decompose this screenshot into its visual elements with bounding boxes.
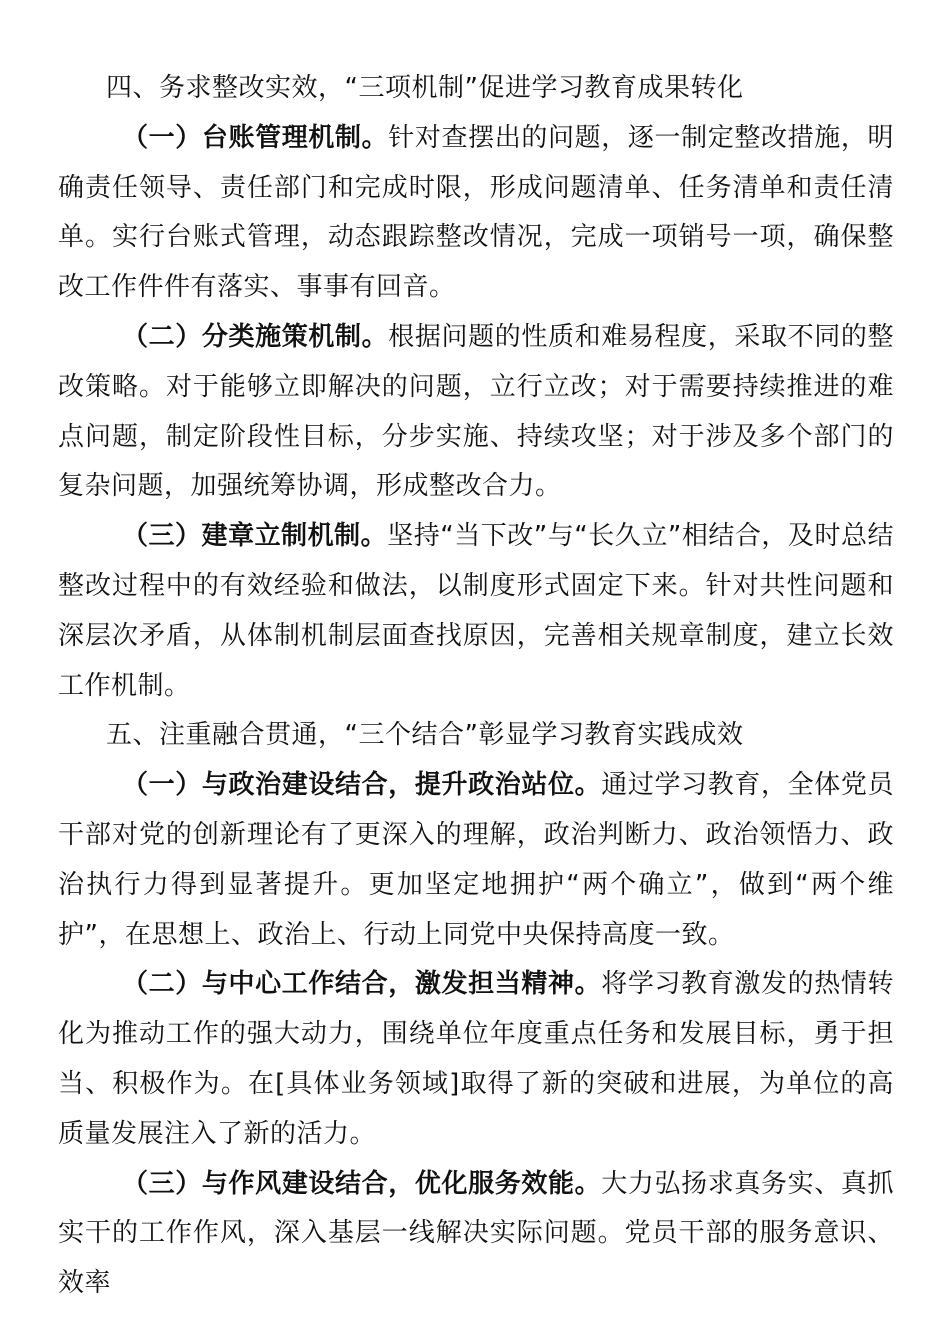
section-5-item-3 [58,1160,894,1309]
section-4-item-3 [58,512,894,711]
section-5-item-3-text: 大力弘扬求真务实、真抓实干的工作作风，深入基层一线解决实际问题。党员干部的服务意识、效率 [58,1168,894,1299]
section-4-item-3-lead: （三）建章立制机制。 [122,521,388,552]
section-5-item-1-lead: （一）与政治建设结合，提升政治站位。 [122,770,602,801]
section-5-item-1-text: 通过学习教育，全体党员干部对党的创新理论有了更深入的理解，政治判断力、政治领悟力、政治执行力得到显著提升。更加坚定地拥护“两个确立”，做到“两个维护”，在思想上、政治上、行动上同党中央保持高度一致。 [58,770,894,950]
section-5-item-1 [58,761,894,960]
section-4-heading: 四、务求整改实效，“三项机制”促进学习教育成果转化 [106,73,744,103]
section-5-heading: 五、注重融合贯通，“三个结合”彰显学习教育实践成效 [106,720,744,751]
section-4-item-1 [58,114,894,313]
section-5-item-3-lead: （三）与作风建设结合，优化服务效能。 [122,1168,602,1199]
section-4-item-1-text: 针对查摆出的问题，逐一制定整改措施，明确责任领导、责任部门和完成时限，形成问题清单、任务清单和责任清单。实行台账式管理，动态跟踪整改情况，完成一项销号一项，确保整改工作件件有落实、事事有回音。 [58,122,894,303]
section-4-item-2-lead: （二）分类施策机制。 [122,321,389,352]
section-4-item-2-text: 根据问题的性质和难易程度，采取不同的整改策略。对于能够立即解决的问题，立行立改；对于需要持续推进的难点问题，制定阶段性目标，分步实施、持续攻坚；对于涉及多个部门的复杂问题，加强统筹协调，形成整改合力。 [58,321,894,502]
document-body [58,64,894,1309]
section-4-item-2 [58,313,894,512]
section-4-item-3-text: 坚持“当下改”与“长久立”相结合，及时总结整改过程中的有效经验和做法，以制度形式固定下来。针对共性问题和深层次矛盾，从体制机制层面查找原因，完善相关规章制度，建立长效工作机制。 [58,521,894,701]
section-5-item-2-lead: （二）与中心工作结合，激发担当精神。 [122,969,602,1000]
section-5-item-2-text: 将学习教育激发的热情转化为推动工作的强大动力，围绕单位年度重点任务和发展目标，勇于担当、积极作为。在[具体业务领域]取得了新的突破和进展，为单位的高质量发展注入了新的活力。 [58,969,894,1149]
section-4-item-1-lead: （一）台账管理机制。 [122,122,389,153]
section-5-item-2 [58,960,894,1159]
